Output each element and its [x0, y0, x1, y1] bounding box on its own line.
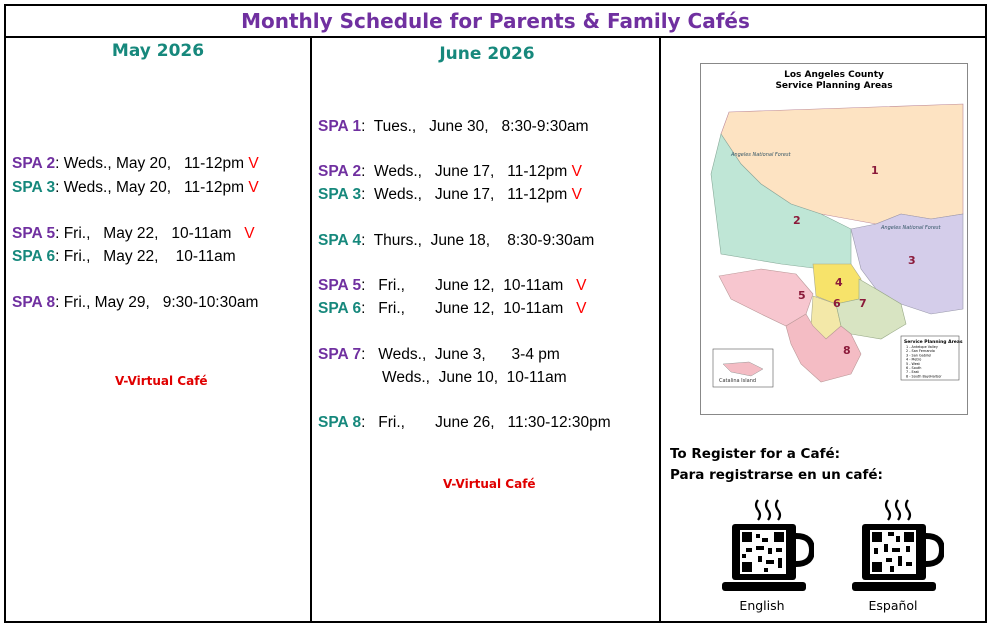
saucer [852, 582, 936, 591]
entry-text: : Thurs., June 18, 8:30-9:30am [361, 232, 595, 249]
spa-8-label: 8 [843, 344, 851, 357]
legend-item: 2 - San Fernando [906, 349, 935, 354]
schedule-entry [12, 294, 258, 312]
entry-text: : Weds., May 20, 11-12pm [55, 155, 249, 172]
schedule-entry [382, 369, 567, 387]
spa-label: SPA 2 [12, 155, 56, 172]
cup-handle [796, 536, 812, 564]
island-label: Catalina Island [719, 378, 757, 384]
map-legend-title: Service Planning Areas [904, 340, 963, 345]
spa-map [700, 63, 968, 415]
schedule-entry [318, 277, 587, 295]
spa-label: SPA 6 [318, 300, 362, 317]
spa-3-label: 3 [908, 254, 916, 267]
schedule-entry [318, 163, 582, 181]
spa-4-label: 4 [835, 276, 843, 289]
register-line-en: To Register for a Café: [670, 446, 840, 462]
spa-label: SPA 4 [318, 232, 362, 249]
virtual-marker: V [248, 179, 259, 196]
june-heading: June 2026 [439, 44, 535, 64]
english-qr-cup[interactable] [722, 498, 814, 596]
legend-item: 4 - Metro [906, 357, 922, 362]
spa-7-label: 7 [859, 297, 867, 310]
schedule-entry [12, 248, 236, 266]
steam-icon [756, 500, 780, 520]
virtual-marker: V [244, 225, 255, 242]
entry-text: : Weds., June 17, 11-12pm [361, 186, 572, 203]
legend-item: 7 - East [906, 370, 919, 375]
spa-label: SPA 5 [12, 225, 56, 242]
schedule-entry [12, 155, 259, 173]
schedule-entry [318, 346, 560, 364]
entry-text: : Fri., May 22, 10-11am [55, 248, 236, 265]
entry-text: : Fri., June 26, 11:30-12:30pm [361, 414, 611, 431]
virtual-marker: V [576, 277, 587, 294]
column-divider [659, 38, 661, 621]
schedule-entry [318, 186, 582, 204]
schedule-entry [318, 414, 611, 432]
espanol-label: Español [868, 598, 918, 613]
spa-label: SPA 1 [318, 118, 362, 135]
spa-label: SPA 3 [12, 179, 56, 196]
spa-2-label: 2 [793, 214, 801, 227]
entry-text: : Fri., June 12, 10-11am [361, 300, 577, 317]
legend-item: 6 - South [906, 366, 922, 370]
page-title: Monthly Schedule for Parents & Family Cafés [6, 6, 985, 38]
spa-1-label: 1 [871, 164, 879, 177]
legend-item: 8 - South Bay/Harbor [906, 374, 942, 379]
schedule-entry [318, 118, 589, 136]
column-divider [310, 38, 312, 621]
entry-text: : Weds., May 20, 11-12pm [55, 179, 249, 196]
spa-label: SPA 3 [318, 186, 362, 203]
entry-text: : Fri., May 22, 10-11am [55, 225, 245, 242]
saucer [722, 582, 806, 591]
spa-6-label: 6 [833, 297, 841, 310]
entry-text: : Weds., June 17, 11-12pm [361, 163, 572, 180]
virtual-marker: V [248, 155, 259, 172]
legend-item: 1 - Antelope Valley [906, 345, 938, 349]
forest-label-1: Angeles National Forest [731, 152, 791, 158]
spa-5-label: 5 [798, 289, 806, 302]
entry-text: : Weds., June 3, 3-4 pm [361, 346, 560, 363]
schedule-entry [12, 179, 259, 197]
schedule-entry [318, 300, 587, 318]
map-title-line1: Los Angeles County [784, 70, 884, 80]
spa-label: SPA 8 [318, 414, 362, 431]
virtual-marker: V [571, 163, 582, 180]
spa-label: SPA 8 [12, 294, 56, 311]
map-title-line2: Service Planning Areas [775, 81, 893, 91]
spa-label: SPA 2 [318, 163, 362, 180]
june-virtual-note: V-Virtual Café [443, 477, 536, 491]
entry-text: Weds., June 10, 10-11am [382, 369, 567, 386]
entry-text: : Tues., June 30, 8:30-9:30am [361, 118, 589, 135]
virtual-marker: V [571, 186, 582, 203]
legend-item: 3 - San Gabriel [906, 353, 932, 358]
entry-text: : Fri., May 29, 9:30-10:30am [55, 294, 259, 311]
schedule-entry [318, 232, 594, 250]
legend-item: 5 - West [906, 361, 920, 366]
register-line-es: Para registrarse en un café: [670, 467, 883, 483]
may-heading: May 2026 [111, 41, 205, 61]
steam-icon [886, 500, 910, 520]
forest-label-2: Angeles National Forest [881, 225, 941, 231]
schedule-entry [12, 225, 255, 243]
spa-label: SPA 5 [318, 277, 362, 294]
cup-handle [926, 536, 942, 564]
spa-label: SPA 6 [12, 248, 56, 265]
spa-label: SPA 7 [318, 346, 362, 363]
virtual-marker: V [576, 300, 587, 317]
map-graphic [701, 64, 967, 414]
may-virtual-note: V-Virtual Café [115, 374, 208, 388]
espanol-qr-cup[interactable] [852, 498, 944, 596]
english-label: English [739, 598, 785, 613]
entry-text: : Fri., June 12, 10-11am [361, 277, 577, 294]
